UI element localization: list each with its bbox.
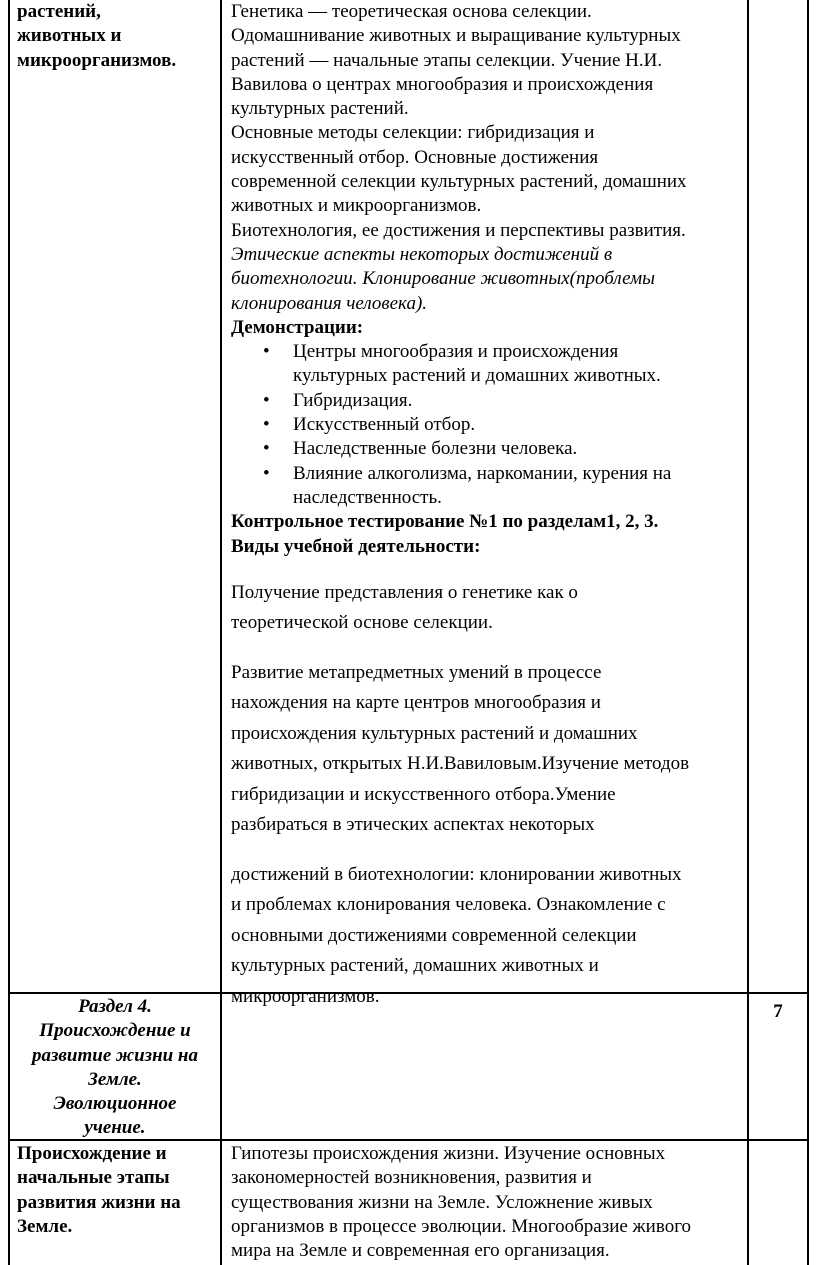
activity-line: основными достижениями современной селекции [231,924,637,946]
row1-topic-line: микроорганизмов. [17,49,177,71]
demo-item-line: наследственность. [293,486,442,508]
section-hours-cell [749,1000,807,1024]
content-line: культурных растений. [231,98,409,120]
section-title-cell [10,995,220,1141]
activity-line: гибридизации и искусственного отбора.Умение [231,783,616,805]
demo-item-line: культурных растений и домашних животных. [293,365,661,387]
activity-line: культурных растений, домашних животных и [231,955,599,977]
activity-line: животных, открытых Н.И.Вавиловым.Изучение методов [231,753,690,775]
row3-content-line: Гипотезы происхождения жизни. Изучение основных [231,1143,666,1164]
row3-content-cell [231,1142,745,1263]
table-border-col2 [747,0,749,1265]
table-border-col1 [220,0,222,1265]
row1-topic-line: животных и [17,25,122,47]
content-line: животных и микроорганизмов. [231,195,482,217]
demo-heading: Демонстрации: [231,316,364,338]
content-line: Основные методы селекции: гибридизация и [231,122,595,144]
section-title-line: Эволюционное [53,1093,177,1115]
table-border-right [807,0,809,1265]
row1-topic-line: растений, [17,1,101,22]
demo-list-item [231,437,745,461]
content-line: Одомашнивание животных и выращивание культурных [231,25,681,47]
content-line: искусственный отбор. Основные достижения [231,146,599,168]
demo-list-item [231,340,745,389]
content-line: Биотехнология, ее достижения и перспективы развития. [231,219,686,241]
row3-content-line: закономерностей возникновения, развития и [231,1167,592,1189]
activity-paragraph [231,860,745,1013]
row3-topic-line: начальные этапы [17,1167,170,1189]
demo-list-item [231,413,745,437]
section-hours: 7 [773,1001,783,1022]
activity-line: Получение представления о генетике как о [231,581,578,603]
row3-topic-line: Происхождение и [17,1143,167,1164]
activity-line: теоретической основе селекции. [231,612,493,634]
row3-topic-cell [17,1142,217,1239]
activity-line: и проблемах клонирования человека. Ознакомление с [231,894,666,916]
demo-item-line: Наследственные болезни человека. [293,438,578,460]
activity-paragraph [231,658,745,841]
demo-list-item [231,462,745,511]
activities-heading: Виды учебной деятельности: [231,535,481,557]
row1-topic-cell [17,0,217,73]
section-title-line: Происхождение и [39,1020,191,1042]
italic-line: биотехнологии. Клонирование животных(проблемы [231,268,656,290]
italic-line: Этические аспекты некоторых достижений в [231,243,613,265]
content-line: Вавилова о центрах многообразия и происхождения [231,73,654,95]
activity-line: Развитие метапредметных умений в процессе [231,661,602,683]
bullet-icon: • [263,414,270,436]
demo-item-line: Искусственный отбор. [293,414,476,436]
activity-line: нахождения на карте центров многообразия и [231,692,601,714]
bullet-icon: • [263,462,270,484]
row3-content-line: мира на Земле и современная его организация. [231,1240,610,1262]
content-line: современной селекции культурных растений, домашних [231,171,687,193]
row3-content-line: организмов в процессе эволюции. Многообразие живого [231,1215,692,1237]
row1-content-cell [231,0,745,1012]
demo-item-line: Влияние алкоголизма, наркомании, курения на [293,462,672,484]
row3-topic-line: Земле. [17,1215,73,1237]
bullet-icon: • [263,438,270,460]
demo-item-line: Центры многообразия и происхождения [293,341,619,363]
demo-item-line: Гибридизация. [293,389,413,411]
test-heading: Контрольное тестирование №1 по разделам1, 2, 3. [231,511,659,533]
content-line: Генетика — теоретическая основа селекции. [231,1,592,22]
bullet-icon: • [263,389,270,411]
bullet-icon: • [263,341,270,363]
section-title-line: учение. [84,1117,146,1139]
section-title-line: Раздел 4. [78,996,152,1017]
row3-topic-line: развития жизни на [17,1191,181,1213]
activity-line: разбираться в этических аспектах некоторых [231,814,595,836]
italic-line: клонирования человека). [231,292,428,314]
activity-line: происхождения культурных растений и домашних [231,722,638,744]
section-title-line: развитие жизни на [32,1044,198,1066]
demo-list-item [231,389,745,413]
section-title-line: Земле. [88,1068,142,1090]
content-line: растений — начальные этапы селекции. Учение Н.И. [231,49,663,71]
row3-content-line: существования жизни на Земле. Усложнение живых [231,1191,653,1213]
activity-paragraph [231,578,745,639]
activity-line: достижений в биотехнологии: клонировании животных [231,863,682,885]
demo-list [231,340,745,510]
activity-line: микроорганизмов. [231,985,380,1007]
